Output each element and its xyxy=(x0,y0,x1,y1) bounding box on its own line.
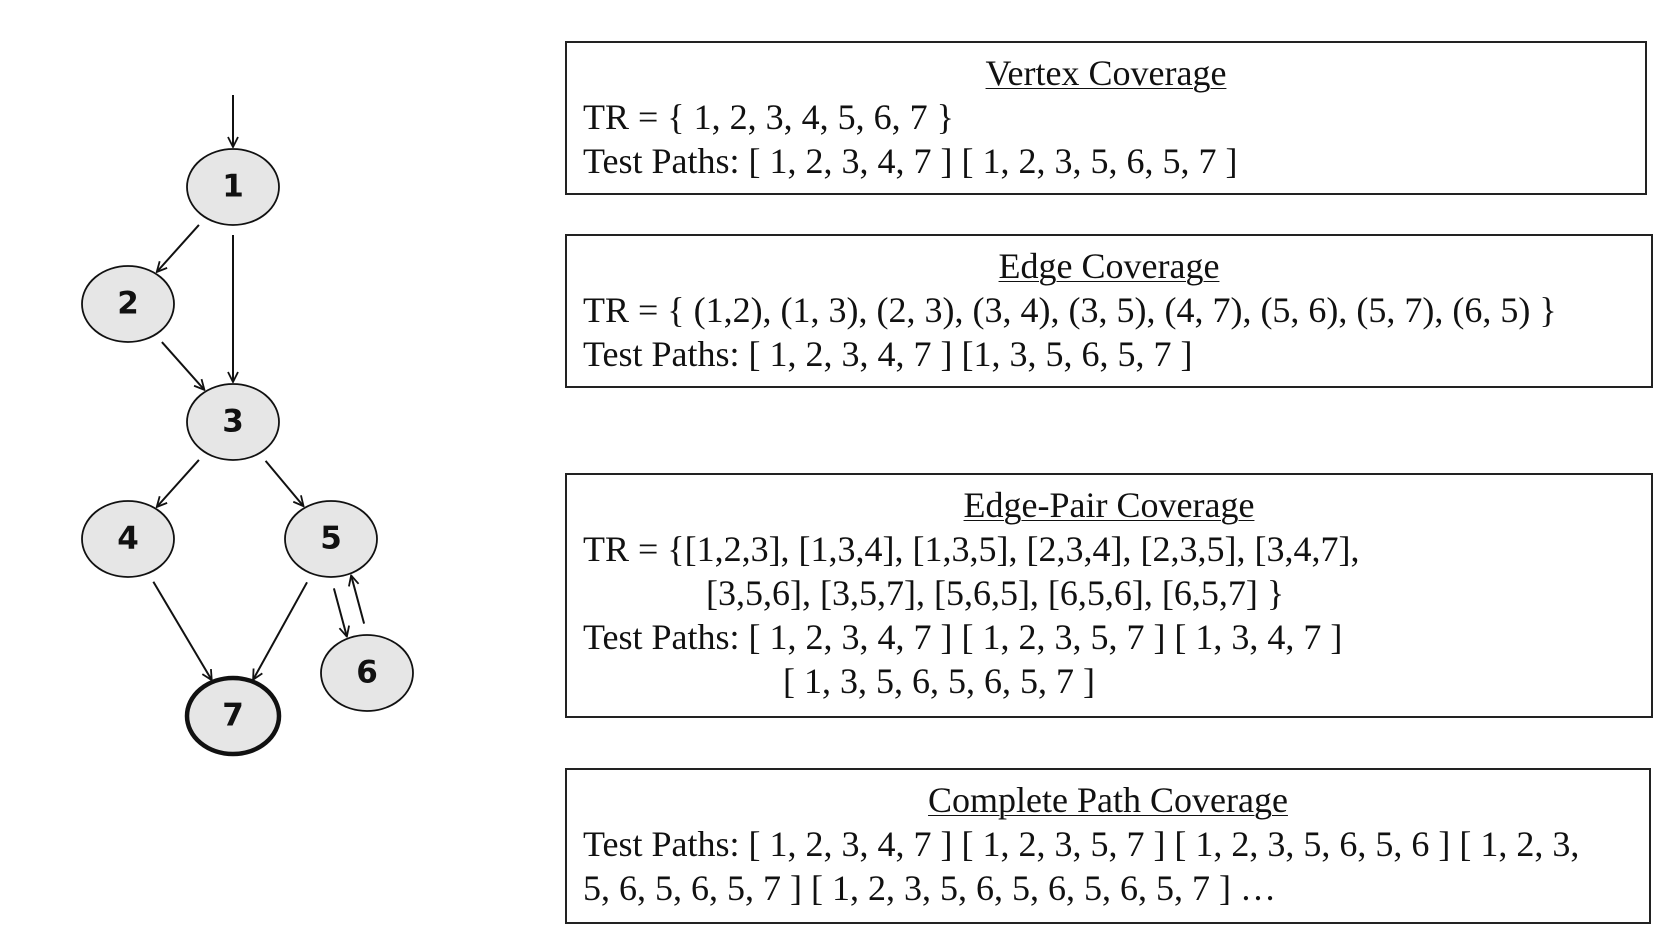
node-1-label: 1 xyxy=(222,168,244,205)
edge-6-to-5 xyxy=(351,575,364,623)
edge-pair-coverage-test-paths-line-1: Test Paths: [ 1, 2, 3, 4, 7 ] [ 1, 2, 3, 5, 7 ] [ 1, 3, 4, 7 ] xyxy=(583,617,1343,657)
complete-path-coverage-test-paths-line-2: 5, 6, 5, 6, 5, 7 ] [ 1, 2, 3, 5, 6, 5, 6, 5, 6, 5, 7 ] … xyxy=(583,868,1276,908)
control-flow-graph xyxy=(0,0,450,780)
edge-5-to-7 xyxy=(253,582,307,679)
edge-pair-coverage-title: Edge-Pair Coverage xyxy=(963,485,1255,525)
vertex-coverage-title: Vertex Coverage xyxy=(985,53,1227,93)
node-3-label: 3 xyxy=(222,403,244,440)
edge-pair-coverage-tr-line-2: [3,5,6], [3,5,7], [5,6,5], [6,5,6], [6,5,7] } xyxy=(706,573,1285,613)
node-7-label: 7 xyxy=(222,697,244,734)
vertex-coverage-box xyxy=(565,41,1647,195)
edge-coverage-box xyxy=(565,234,1653,388)
node-3 xyxy=(187,384,279,460)
edge-4-to-7 xyxy=(153,582,211,680)
edge-coverage-test-paths: Test Paths: [ 1, 2, 3, 4, 7 ] [1, 3, 5, 6, 5, 7 ] xyxy=(583,334,1193,374)
edge-pair-coverage-box xyxy=(565,473,1653,718)
node-1 xyxy=(187,149,279,225)
node-5-label: 5 xyxy=(320,520,342,557)
vertex-coverage-tr: TR = { 1, 2, 3, 4, 5, 6, 7 } xyxy=(583,97,954,137)
edge-3-to-5 xyxy=(266,461,304,506)
node-6-label: 6 xyxy=(356,654,378,691)
edge-2-to-3 xyxy=(162,342,205,390)
node-4 xyxy=(82,501,174,577)
edge-coverage-tr: TR = { (1,2), (1, 3), (2, 3), (3, 4), (3, 5), (4, 7), (5, 6), (5, 7), (6, 5) } xyxy=(583,290,1557,330)
node-2-label: 2 xyxy=(117,285,139,322)
edge-pair-coverage-test-paths-line-2: [ 1, 3, 5, 6, 5, 6, 5, 7 ] xyxy=(783,661,1095,701)
node-7 xyxy=(187,678,279,754)
complete-path-coverage-box xyxy=(565,768,1651,924)
edge-3-to-4 xyxy=(157,460,199,507)
graph-nodes xyxy=(82,149,413,754)
node-2 xyxy=(82,266,174,342)
vertex-coverage-test-paths: Test Paths: [ 1, 2, 3, 4, 7 ] [ 1, 2, 3, 5, 6, 5, 7 ] xyxy=(583,141,1238,181)
complete-path-coverage-title: Complete Path Coverage xyxy=(928,780,1288,820)
edge-5-to-6 xyxy=(334,588,347,636)
complete-path-coverage-test-paths-line-1: Test Paths: [ 1, 2, 3, 4, 7 ] [ 1, 2, 3, 5, 7 ] [ 1, 2, 3, 5, 6, 5, 6 ] [ 1, 2, 3, xyxy=(583,824,1580,864)
node-5 xyxy=(285,501,377,577)
node-4-label: 4 xyxy=(117,520,139,557)
node-6 xyxy=(321,635,413,711)
edge-1-to-2 xyxy=(157,225,199,272)
edge-pair-coverage-tr-line-1: TR = {[1,2,3], [1,3,4], [1,3,5], [2,3,4], [2,3,5], [3,4,7], xyxy=(583,529,1360,569)
edge-coverage-title: Edge Coverage xyxy=(998,246,1220,286)
